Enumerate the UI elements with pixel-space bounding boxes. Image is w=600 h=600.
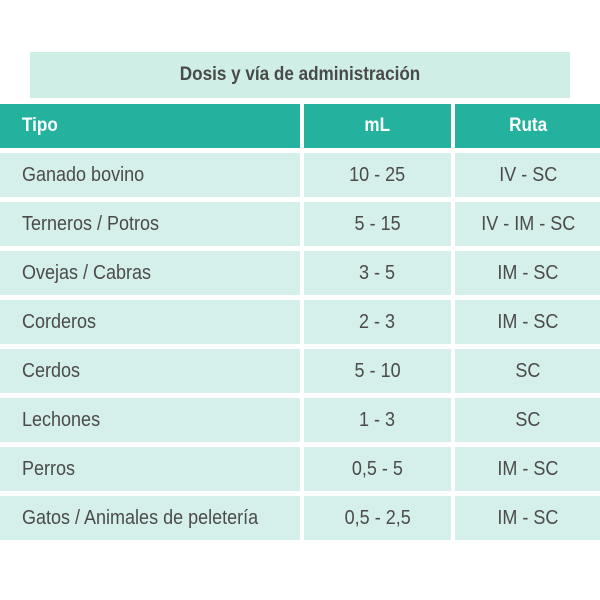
cell-tipo: [0, 202, 300, 246]
dose-table: [0, 52, 600, 540]
header-ml-label: mL: [364, 115, 391, 136]
cell-ml: [304, 496, 451, 540]
cell-ruta: [455, 349, 600, 393]
header-tipo: [0, 104, 300, 148]
cell-ruta: [455, 447, 600, 491]
cell-ml-text: 0,5 - 5: [351, 457, 404, 480]
cell-tipo: [0, 300, 300, 344]
cell-ml-text: 5 - 15: [354, 212, 401, 235]
header-ruta: [455, 104, 600, 148]
cell-tipo-text: Ganado bovino: [22, 163, 145, 186]
cell-tipo-text: Corderos: [22, 310, 97, 333]
cell-tipo: [0, 349, 300, 393]
table-title: [30, 52, 570, 98]
cell-ruta: [455, 251, 600, 295]
cell-ml-text: 1 - 3: [359, 408, 396, 431]
cell-ml-text: 5 - 10: [354, 359, 401, 382]
cell-tipo: [0, 251, 300, 295]
cell-ruta-text: SC: [515, 408, 541, 431]
header-tipo-label: Tipo: [22, 115, 58, 136]
cell-tipo: [0, 496, 300, 540]
cell-tipo-text: Ovejas / Cabras: [22, 261, 152, 284]
cell-tipo-text: Perros: [22, 457, 76, 480]
cell-tipo: [0, 398, 300, 442]
table-title-text: Dosis y vía de administración: [179, 64, 421, 85]
cell-ruta-text: IV - SC: [498, 163, 557, 186]
cell-ml: [304, 398, 451, 442]
cell-tipo-text: Cerdos: [22, 359, 81, 382]
cell-ml-text: 0,5 - 2,5: [344, 506, 411, 529]
cell-ml-text: 10 - 25: [349, 163, 406, 186]
cell-ruta-text: SC: [515, 359, 541, 382]
cell-ruta-text: IM - SC: [497, 506, 559, 529]
cell-ruta-text: IM - SC: [497, 261, 559, 284]
cell-ruta-text: IM - SC: [497, 310, 559, 333]
cell-tipo-text: Lechones: [22, 408, 101, 431]
cell-ruta: [455, 153, 600, 197]
cell-ml: [304, 349, 451, 393]
header-ruta-label: Ruta: [508, 115, 547, 136]
cell-ml: [304, 300, 451, 344]
cell-ruta: [455, 300, 600, 344]
cell-ml: [304, 251, 451, 295]
cell-ml-text: 3 - 5: [359, 261, 396, 284]
cell-ml: [304, 447, 451, 491]
cell-tipo: [0, 153, 300, 197]
table-grid: [0, 104, 600, 540]
cell-tipo-text: Gatos / Animales de peletería: [22, 506, 259, 529]
cell-ml-text: 2 - 3: [359, 310, 396, 333]
cell-tipo: [0, 447, 300, 491]
cell-ml: [304, 202, 451, 246]
cell-ruta-text: IV - IM - SC: [480, 212, 575, 235]
cell-ruta: [455, 398, 600, 442]
cell-tipo-text: Terneros / Potros: [22, 212, 160, 235]
cell-ml: [304, 153, 451, 197]
cell-ruta: [455, 496, 600, 540]
cell-ruta: [455, 202, 600, 246]
cell-ruta-text: IM - SC: [497, 457, 559, 480]
header-ml: [304, 104, 451, 148]
